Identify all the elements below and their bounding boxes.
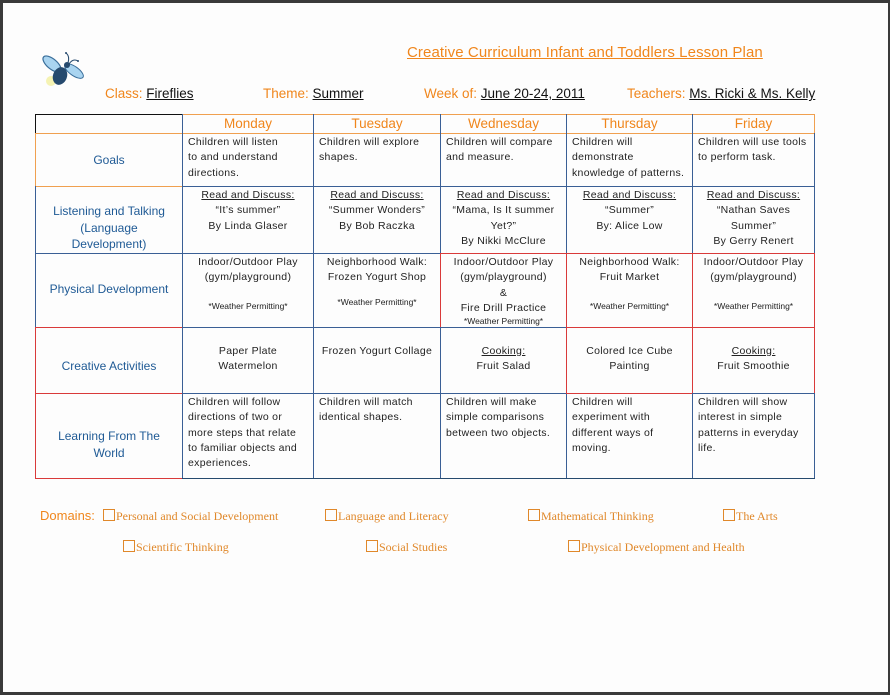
- class-field: [105, 86, 194, 101]
- document-title: Creative Curriculum Infant and Toddlers Lesson Plan: [407, 44, 763, 61]
- week-field: [424, 86, 585, 101]
- domains-label: Domains:: [40, 508, 95, 523]
- checkbox[interactable]: [528, 509, 540, 521]
- creative-wednesday: Cooking: Fruit Salad: [476, 345, 531, 373]
- theme-field: [263, 86, 364, 101]
- learning-thursday: Children will experiment with different ways of moving.: [572, 396, 654, 454]
- class-label: Class:: [105, 86, 143, 101]
- week-value: June 20-24, 2011: [480, 86, 585, 101]
- day-header-friday: Friday: [734, 116, 773, 131]
- day-header-thursday: Thursday: [601, 116, 658, 131]
- checkbox[interactable]: [325, 509, 337, 521]
- domain-the-arts[interactable]: The Arts: [723, 509, 778, 524]
- teachers-label: Teachers:: [627, 86, 686, 101]
- goals-monday: Children will listen to and understand directions.: [188, 136, 279, 179]
- physical-friday: Indoor/Outdoor Play (gym/playground) *Weather Permitting*: [703, 256, 804, 311]
- checkbox[interactable]: [366, 540, 378, 552]
- firefly-icon: [40, 42, 92, 88]
- creative-thursday: Colored Ice Cube Painting: [586, 345, 673, 373]
- row-header-physical-development: Physical Development: [49, 282, 169, 297]
- domain-mathematical-thinking[interactable]: Mathematical Thinking: [528, 509, 654, 524]
- physical-monday: Indoor/Outdoor Play (gym/playground) *Weather Permitting*: [198, 256, 298, 311]
- row-header-creative-activities: Creative Activities: [61, 359, 157, 374]
- week-label: Week of:: [424, 86, 478, 101]
- creative-friday: Cooking: Fruit Smoothie: [717, 345, 790, 373]
- listening-tuesday: Read and Discuss: “Summer Wonders” By Bob Raczka: [328, 189, 426, 232]
- day-header-wednesday: Wednesday: [467, 116, 540, 131]
- domain-physical-health[interactable]: Physical Development and Health: [568, 540, 745, 555]
- row-header-listening-talking: Listening and Talking (Language Development): [53, 204, 165, 252]
- learning-friday: Children will show interest in simple patterns in everyday life.: [698, 396, 799, 454]
- listening-thursday: Read and Discuss: “Summer” By: Alice Low: [582, 189, 677, 232]
- row-header-learning-from-world: Learning From The World: [58, 429, 160, 460]
- learning-monday: Children will follow directions of two or more steps that relate to familiar objects and experiences.: [188, 396, 298, 470]
- goals-thursday: Children will demonstrate knowledge of patterns.: [572, 136, 685, 179]
- domain-language-literacy[interactable]: Language and Literacy: [325, 509, 449, 524]
- teachers-field: [627, 86, 815, 101]
- domain-social-studies[interactable]: Social Studies: [366, 540, 447, 555]
- row-header-goals: Goals: [93, 152, 125, 167]
- checkbox[interactable]: [568, 540, 580, 552]
- day-header-tuesday: Tuesday: [351, 116, 403, 131]
- goals-tuesday: Children will explore shapes.: [319, 136, 420, 164]
- listening-monday: Read and Discuss: “It’s summer” By Linda Glaser: [201, 189, 295, 232]
- checkbox[interactable]: [723, 509, 735, 521]
- domain-scientific-thinking[interactable]: Scientific Thinking: [123, 540, 229, 555]
- listening-wednesday: Read and Discuss: “Mama, Is It summer Yet?” By Nikki McClure: [452, 189, 555, 247]
- creative-monday: Paper Plate Watermelon: [218, 345, 278, 373]
- domain-personal-social[interactable]: Personal and Social Development: [103, 509, 278, 524]
- checkbox[interactable]: [103, 509, 115, 521]
- teachers-value: Ms. Ricki & Ms. Kelly: [689, 86, 816, 101]
- physical-wednesday: Indoor/Outdoor Play (gym/playground) & Fire Drill Practice *Weather Permitting*: [453, 256, 554, 327]
- learning-tuesday: Children will match identical shapes.: [319, 396, 413, 424]
- goals-wednesday: Children will compare and measure.: [446, 136, 553, 164]
- checkbox[interactable]: [123, 540, 135, 552]
- goals-friday: Children will use tools to perform task.: [698, 136, 807, 164]
- theme-label: Theme:: [263, 86, 309, 101]
- listening-friday: Read and Discuss: “Nathan Saves Summer” By Gerry Renert: [706, 189, 801, 247]
- physical-tuesday: Neighborhood Walk: Frozen Yogurt Shop *Weather Permitting*: [326, 256, 428, 307]
- day-header-monday: Monday: [223, 116, 273, 131]
- class-value: Fireflies: [146, 86, 194, 101]
- creative-tuesday: Frozen Yogurt Collage: [321, 345, 433, 357]
- physical-thursday: Neighborhood Walk: Fruit Market *Weather Permitting*: [579, 256, 680, 311]
- theme-value: Summer: [312, 86, 364, 101]
- learning-wednesday: Children will make simple comparisons between two objects.: [446, 396, 551, 439]
